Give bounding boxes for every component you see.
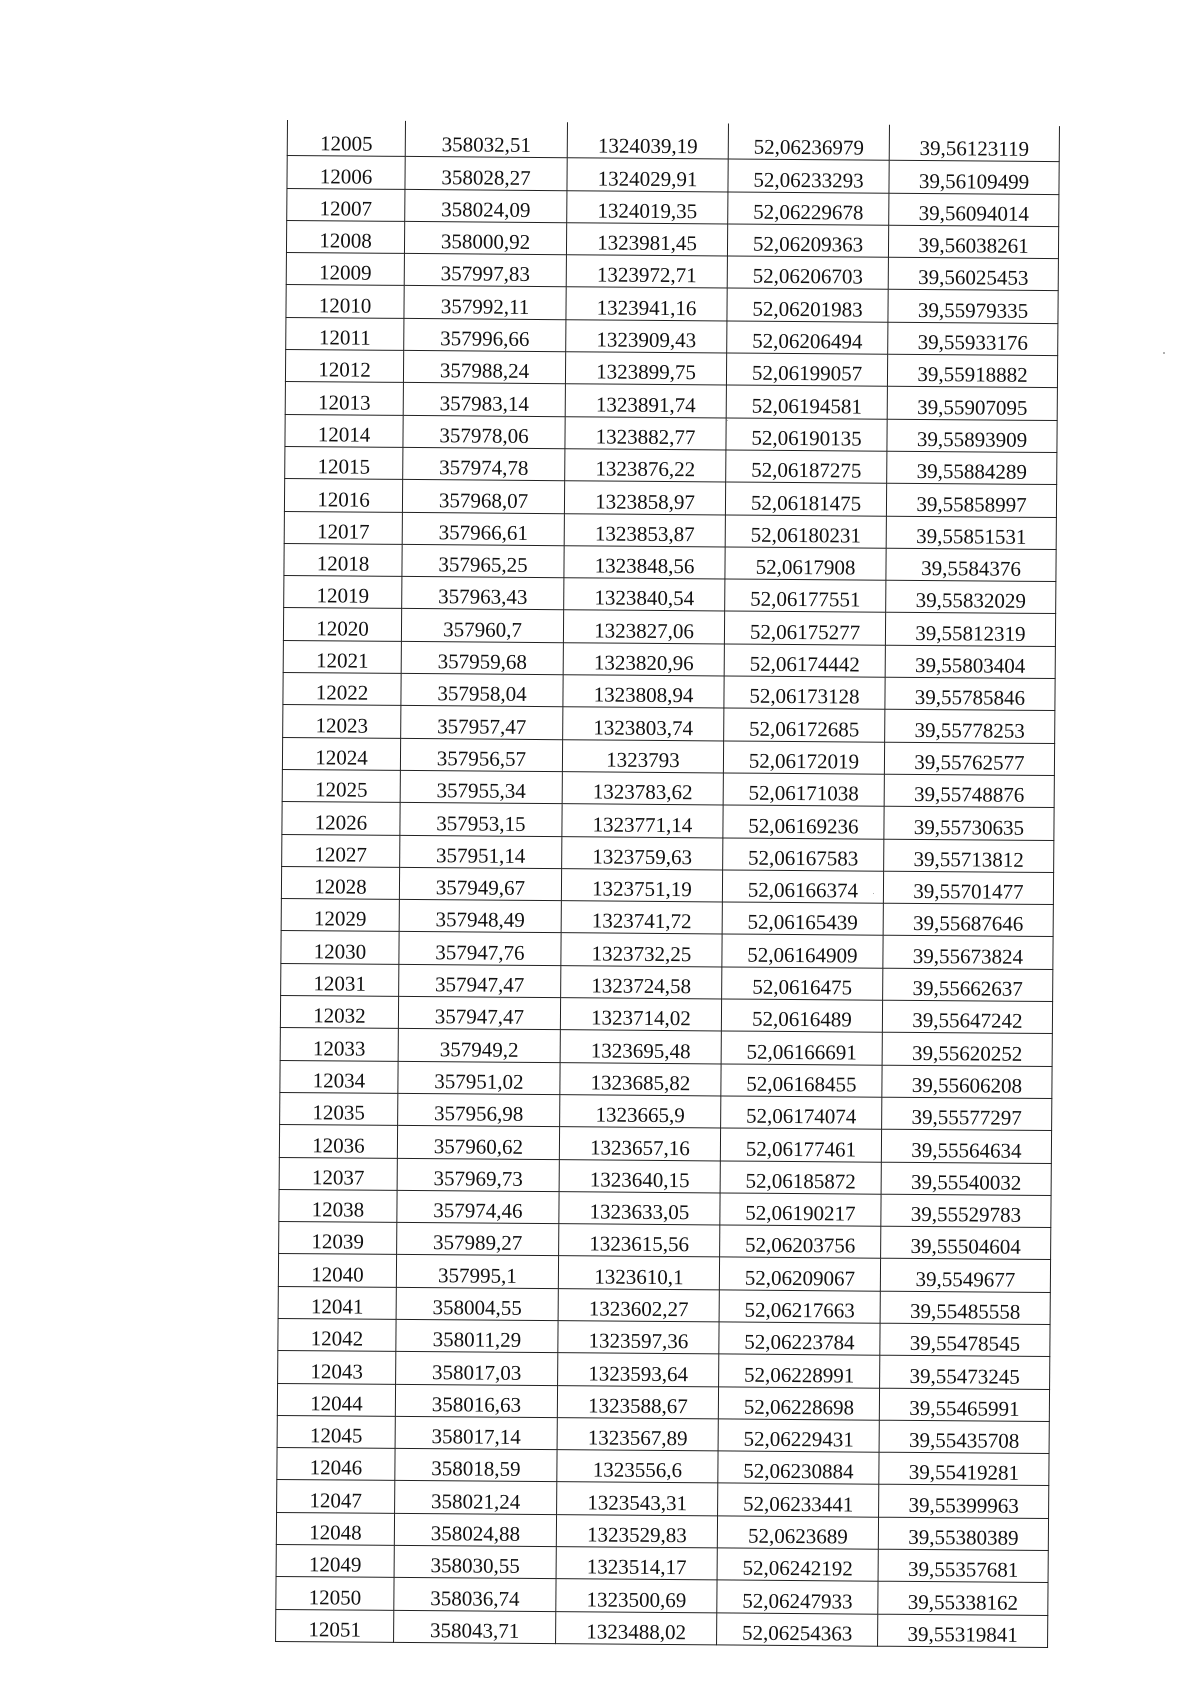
longitude-cell: 39,5584376	[886, 548, 1056, 582]
latitude-cell: 52,0617908	[725, 547, 886, 581]
y-coordinate-cell: 1323610,1	[558, 1256, 719, 1290]
coordinate-table-body	[276, 120, 1060, 1647]
latitude-cell: 52,06173128	[724, 676, 885, 710]
y-coordinate-cell: 1323500,69	[556, 1579, 717, 1613]
longitude-cell: 39,56038261	[888, 225, 1058, 259]
latitude-cell: 52,06233441	[718, 1483, 879, 1517]
x-coordinate-cell: 357978,06	[403, 415, 565, 449]
point-number-cell: 12028	[281, 866, 399, 899]
latitude-cell: 52,06177461	[720, 1128, 881, 1162]
table-row	[287, 120, 1059, 162]
latitude-cell: 52,06230884	[718, 1451, 879, 1485]
x-coordinate-cell: 358030,55	[394, 1545, 556, 1579]
latitude-cell: 52,06177551	[725, 579, 886, 613]
latitude-cell: 52,0623689	[717, 1516, 878, 1550]
x-coordinate-cell: 358017,03	[396, 1352, 558, 1386]
latitude-cell: 52,06169236	[723, 805, 884, 839]
coordinate-table-container	[275, 120, 1059, 1648]
longitude-cell: 39,55577297	[882, 1097, 1052, 1131]
point-number-cell: 12047	[277, 1480, 395, 1513]
x-coordinate-cell: 358024,88	[394, 1513, 556, 1547]
x-coordinate-cell: 358043,71	[394, 1610, 556, 1644]
latitude-cell: 52,06165439	[722, 902, 883, 936]
latitude-cell: 52,06217663	[719, 1290, 880, 1324]
x-coordinate-cell: 357963,43	[402, 577, 564, 611]
point-number-cell: 12014	[285, 414, 403, 447]
point-number-cell: 12034	[280, 1060, 398, 1093]
latitude-cell: 52,06254363	[717, 1613, 878, 1647]
longitude-cell: 39,55435708	[879, 1420, 1049, 1454]
point-number-cell: 12036	[279, 1125, 397, 1158]
y-coordinate-cell: 1323685,82	[560, 1062, 721, 1096]
point-number-cell: 12032	[280, 995, 398, 1028]
latitude-cell: 52,06236979	[728, 123, 889, 160]
latitude-cell: 52,06181475	[725, 482, 886, 516]
x-coordinate-cell: 358011,29	[396, 1319, 558, 1353]
longitude-cell: 39,55778253	[885, 710, 1055, 744]
longitude-cell: 39,55803404	[885, 645, 1055, 679]
point-number-cell: 12035	[280, 1092, 398, 1125]
latitude-cell: 52,06201983	[727, 288, 888, 322]
longitude-cell: 39,55884289	[887, 451, 1057, 485]
x-coordinate-cell: 358036,74	[394, 1578, 556, 1612]
latitude-cell: 52,06203756	[720, 1225, 881, 1259]
latitude-cell: 52,06174442	[724, 644, 885, 678]
scan-speck	[873, 893, 874, 894]
x-coordinate-cell: 357948,49	[399, 900, 561, 934]
latitude-cell: 52,06228698	[718, 1387, 879, 1421]
y-coordinate-cell: 1323724,58	[561, 965, 722, 999]
longitude-cell: 39,56123119	[889, 125, 1059, 162]
latitude-cell: 52,06206703	[727, 256, 888, 290]
latitude-cell: 52,06168455	[721, 1064, 882, 1098]
x-coordinate-cell: 357989,27	[397, 1222, 559, 1256]
x-coordinate-cell: 357956,57	[400, 738, 562, 772]
x-coordinate-cell: 357951,02	[398, 1061, 560, 1095]
y-coordinate-cell: 1323488,02	[556, 1611, 717, 1645]
point-number-cell: 12044	[277, 1383, 395, 1416]
x-coordinate-cell: 357983,14	[403, 383, 565, 417]
longitude-cell: 39,55357681	[878, 1549, 1048, 1583]
point-number-cell: 12048	[276, 1512, 394, 1545]
point-number-cell: 12050	[276, 1577, 394, 1610]
y-coordinate-cell: 1324039,19	[567, 122, 728, 159]
latitude-cell: 52,06171038	[723, 773, 884, 807]
longitude-cell: 39,55606208	[882, 1065, 1052, 1099]
x-coordinate-cell: 357969,73	[397, 1158, 559, 1192]
x-coordinate-cell: 357974,78	[403, 447, 565, 481]
x-coordinate-cell: 358017,14	[395, 1416, 557, 1450]
longitude-cell: 39,55858997	[886, 483, 1056, 517]
latitude-cell: 52,06185872	[720, 1160, 881, 1194]
coordinate-table	[275, 120, 1060, 1648]
longitude-cell: 39,55832029	[886, 580, 1056, 614]
point-number-cell: 12043	[278, 1351, 396, 1384]
longitude-cell: 39,55673824	[883, 936, 1053, 970]
longitude-cell: 39,55713812	[884, 839, 1054, 873]
x-coordinate-cell: 357951,14	[400, 835, 562, 869]
y-coordinate-cell: 1323771,14	[562, 804, 723, 838]
longitude-cell: 39,55380389	[878, 1517, 1048, 1551]
x-coordinate-cell: 357955,34	[400, 770, 562, 804]
y-coordinate-cell: 1323891,74	[565, 384, 726, 418]
y-coordinate-cell: 1323543,31	[557, 1482, 718, 1516]
x-coordinate-cell: 357949,2	[398, 1029, 560, 1063]
latitude-cell: 52,06242192	[717, 1548, 878, 1582]
point-number-cell: 12024	[282, 737, 400, 770]
point-number-cell: 12042	[278, 1318, 396, 1351]
point-number-cell: 12023	[283, 705, 401, 738]
point-number-cell: 12009	[286, 253, 404, 286]
x-coordinate-cell: 358000,92	[404, 221, 566, 255]
point-number-cell: 12016	[284, 479, 402, 512]
y-coordinate-cell: 1323751,19	[561, 869, 722, 903]
point-number-cell: 12038	[279, 1189, 397, 1222]
y-coordinate-cell: 1323820,96	[563, 642, 724, 676]
y-coordinate-cell: 1323899,75	[565, 352, 726, 386]
longitude-cell: 39,55620252	[882, 1033, 1052, 1067]
latitude-cell: 52,06199057	[726, 353, 887, 387]
latitude-cell: 52,0616475	[722, 967, 883, 1001]
x-coordinate-cell: 357974,46	[397, 1190, 559, 1224]
y-coordinate-cell: 1323529,83	[556, 1514, 717, 1548]
x-coordinate-cell: 358028,27	[405, 157, 567, 191]
x-coordinate-cell: 357957,47	[401, 706, 563, 740]
y-coordinate-cell: 1323714,02	[560, 998, 721, 1032]
longitude-cell: 39,55918882	[887, 354, 1057, 388]
x-coordinate-cell: 357996,66	[404, 318, 566, 352]
longitude-cell: 39,55730635	[884, 806, 1054, 840]
y-coordinate-cell: 1323602,27	[558, 1288, 719, 1322]
point-number-cell: 12049	[276, 1545, 394, 1578]
point-number-cell: 12025	[282, 769, 400, 802]
latitude-cell: 52,06228991	[719, 1354, 880, 1388]
latitude-cell: 52,06206494	[727, 321, 888, 355]
latitude-cell: 52,06166691	[721, 1031, 882, 1065]
x-coordinate-cell: 357956,98	[398, 1093, 560, 1127]
point-number-cell: 12033	[280, 1028, 398, 1061]
x-coordinate-cell: 357947,76	[399, 932, 561, 966]
x-coordinate-cell: 357968,07	[402, 480, 564, 514]
point-number-cell: 12041	[278, 1286, 396, 1319]
y-coordinate-cell: 1323848,56	[564, 546, 725, 580]
scan-speck	[727, 420, 728, 421]
y-coordinate-cell: 1323793	[562, 739, 723, 773]
latitude-cell: 52,06209363	[727, 224, 888, 258]
longitude-cell: 39,55540032	[881, 1162, 1051, 1196]
y-coordinate-cell: 1323633,05	[559, 1191, 720, 1225]
latitude-cell: 52,06190217	[720, 1193, 881, 1227]
latitude-cell: 52,06167583	[723, 837, 884, 871]
x-coordinate-cell: 357960,7	[401, 609, 563, 643]
latitude-cell: 52,06194581	[726, 385, 887, 419]
point-number-cell: 12005	[287, 120, 405, 157]
latitude-cell: 52,06175277	[724, 611, 885, 645]
point-number-cell: 12029	[281, 899, 399, 932]
y-coordinate-cell: 1323858,97	[564, 481, 725, 515]
point-number-cell: 12022	[283, 673, 401, 706]
y-coordinate-cell: 1323853,87	[564, 513, 725, 547]
x-coordinate-cell: 358004,55	[396, 1287, 558, 1321]
latitude-cell: 52,06223784	[719, 1322, 880, 1356]
y-coordinate-cell: 1323640,15	[559, 1159, 720, 1193]
point-number-cell: 12021	[283, 640, 401, 673]
x-coordinate-cell: 357988,24	[403, 351, 565, 385]
y-coordinate-cell: 1324029,91	[567, 158, 728, 192]
longitude-cell: 39,55564634	[881, 1129, 1051, 1163]
longitude-cell: 39,55907095	[887, 387, 1057, 421]
y-coordinate-cell: 1323695,48	[560, 1030, 721, 1064]
point-number-cell: 12017	[284, 511, 402, 544]
longitude-cell: 39,55529783	[881, 1194, 1051, 1228]
latitude-cell: 52,06174074	[721, 1096, 882, 1130]
point-number-cell: 12015	[285, 446, 403, 479]
y-coordinate-cell: 1323876,22	[565, 449, 726, 483]
y-coordinate-cell: 1323972,71	[566, 255, 727, 289]
longitude-cell: 39,55478545	[880, 1323, 1050, 1357]
x-coordinate-cell: 357997,83	[404, 254, 566, 288]
y-coordinate-cell: 1323514,17	[556, 1547, 717, 1581]
longitude-cell: 39,55812319	[885, 613, 1055, 647]
table-row	[276, 1609, 1048, 1647]
y-coordinate-cell: 1323593,64	[558, 1353, 719, 1387]
point-number-cell: 12051	[276, 1609, 394, 1642]
point-number-cell: 12006	[287, 156, 405, 189]
y-coordinate-cell: 1323808,94	[563, 675, 724, 709]
y-coordinate-cell: 1323556,6	[557, 1450, 718, 1484]
longitude-cell: 39,55485558	[880, 1291, 1050, 1325]
x-coordinate-cell: 358024,09	[405, 189, 567, 223]
longitude-cell: 39,55785846	[885, 677, 1055, 711]
longitude-cell: 39,55687646	[883, 903, 1053, 937]
latitude-cell: 52,06164909	[722, 934, 883, 968]
latitude-cell: 52,06180231	[725, 515, 886, 549]
y-coordinate-cell: 1323840,54	[564, 578, 725, 612]
longitude-cell: 39,55319841	[878, 1614, 1048, 1648]
longitude-cell: 39,55933176	[888, 322, 1058, 356]
latitude-cell: 52,06247933	[717, 1580, 878, 1614]
y-coordinate-cell: 1323657,16	[559, 1127, 720, 1161]
longitude-cell: 39,55893909	[887, 419, 1057, 453]
y-coordinate-cell: 1323741,72	[561, 901, 722, 935]
latitude-cell: 52,06233293	[728, 159, 889, 193]
x-coordinate-cell: 357959,68	[401, 641, 563, 675]
longitude-cell: 39,55504604	[881, 1226, 1051, 1260]
y-coordinate-cell: 1324019,35	[567, 190, 728, 224]
y-coordinate-cell: 1323588,67	[557, 1385, 718, 1419]
latitude-cell: 52,06172019	[723, 741, 884, 775]
scan-speck	[1163, 352, 1165, 354]
latitude-cell: 52,06187275	[726, 450, 887, 484]
x-coordinate-cell: 357947,47	[398, 996, 560, 1030]
latitude-cell: 52,06190135	[726, 418, 887, 452]
x-coordinate-cell: 358018,59	[395, 1449, 557, 1483]
x-coordinate-cell: 357960,62	[397, 1126, 559, 1160]
longitude-cell: 39,55399963	[879, 1485, 1049, 1519]
y-coordinate-cell: 1323803,74	[563, 707, 724, 741]
x-coordinate-cell: 357953,15	[400, 803, 562, 837]
latitude-cell: 52,0616489	[721, 999, 882, 1033]
y-coordinate-cell: 1323882,77	[565, 416, 726, 450]
x-coordinate-cell: 357947,47	[399, 964, 561, 998]
x-coordinate-cell: 357992,11	[404, 286, 566, 320]
x-coordinate-cell: 357966,61	[402, 512, 564, 546]
x-coordinate-cell: 358021,24	[395, 1481, 557, 1515]
longitude-cell: 39,55647242	[882, 1000, 1052, 1034]
longitude-cell: 39,55662637	[883, 968, 1053, 1002]
latitude-cell: 52,06166374	[722, 870, 883, 904]
point-number-cell: 12013	[285, 382, 403, 415]
point-number-cell: 12046	[277, 1448, 395, 1481]
point-number-cell: 12037	[279, 1157, 397, 1190]
latitude-cell: 52,06229678	[728, 192, 889, 226]
longitude-cell: 39,55762577	[884, 742, 1054, 776]
y-coordinate-cell: 1323941,16	[566, 287, 727, 321]
longitude-cell: 39,55748876	[884, 774, 1054, 808]
y-coordinate-cell: 1323909,43	[566, 319, 727, 353]
longitude-cell: 39,56109499	[889, 161, 1059, 195]
latitude-cell: 52,06209067	[719, 1257, 880, 1291]
x-coordinate-cell: 357995,1	[396, 1255, 558, 1289]
point-number-cell: 12020	[283, 608, 401, 641]
point-number-cell: 12030	[281, 931, 399, 964]
longitude-cell: 39,55473245	[880, 1355, 1050, 1389]
longitude-cell: 39,56094014	[889, 193, 1059, 227]
y-coordinate-cell: 1323732,25	[561, 933, 722, 967]
point-number-cell: 12040	[278, 1254, 396, 1287]
y-coordinate-cell: 1323665,9	[560, 1095, 721, 1129]
latitude-cell: 52,06229431	[718, 1419, 879, 1453]
y-coordinate-cell: 1323827,06	[563, 610, 724, 644]
y-coordinate-cell: 1323615,56	[559, 1224, 720, 1258]
x-coordinate-cell: 357965,25	[402, 544, 564, 578]
y-coordinate-cell: 1323759,63	[562, 836, 723, 870]
y-coordinate-cell: 1323597,36	[558, 1321, 719, 1355]
point-number-cell: 12008	[286, 220, 404, 253]
longitude-cell: 39,55701477	[883, 871, 1053, 905]
point-number-cell: 12039	[279, 1222, 397, 1255]
x-coordinate-cell: 357949,67	[399, 867, 561, 901]
longitude-cell: 39,56025453	[888, 257, 1058, 291]
y-coordinate-cell: 1323783,62	[562, 772, 723, 806]
x-coordinate-cell: 357958,04	[401, 673, 563, 707]
point-number-cell: 12031	[281, 963, 399, 996]
point-number-cell: 12045	[277, 1415, 395, 1448]
point-number-cell: 12019	[284, 576, 402, 609]
point-number-cell: 12027	[282, 834, 400, 867]
y-coordinate-cell: 1323981,45	[566, 223, 727, 257]
longitude-cell: 39,55979335	[888, 290, 1058, 324]
longitude-cell: 39,55338162	[878, 1582, 1048, 1616]
longitude-cell: 39,55419281	[879, 1452, 1049, 1486]
longitude-cell: 39,5549677	[880, 1259, 1050, 1293]
point-number-cell: 12026	[282, 802, 400, 835]
point-number-cell: 12007	[287, 188, 405, 221]
longitude-cell: 39,55465991	[879, 1388, 1049, 1422]
point-number-cell: 12012	[285, 350, 403, 383]
point-number-cell: 12010	[286, 285, 404, 318]
x-coordinate-cell: 358032,51	[405, 121, 567, 158]
x-coordinate-cell: 358016,63	[395, 1384, 557, 1418]
point-number-cell: 12018	[284, 543, 402, 576]
latitude-cell: 52,06172685	[724, 708, 885, 742]
longitude-cell: 39,55851531	[886, 516, 1056, 550]
point-number-cell: 12011	[286, 317, 404, 350]
y-coordinate-cell: 1323567,89	[557, 1418, 718, 1452]
